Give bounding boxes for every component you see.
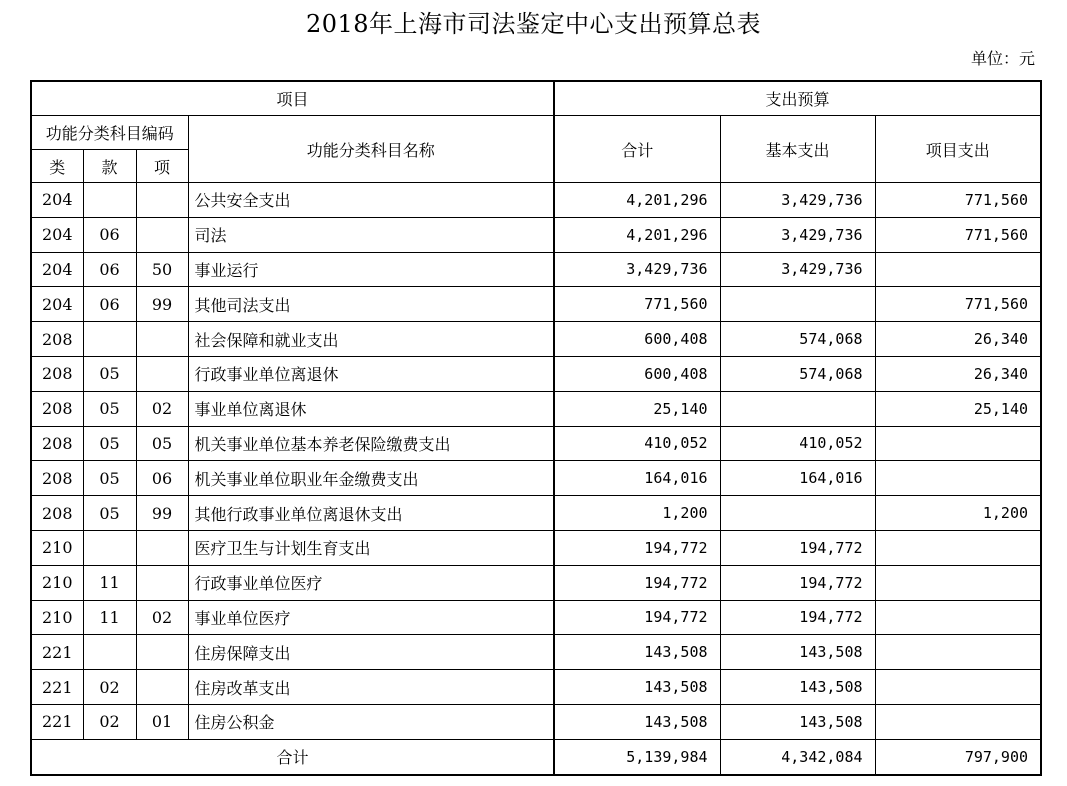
total-label: 合计 xyxy=(31,739,554,775)
cell-total: 3,429,736 xyxy=(554,252,720,287)
cell-basic: 3,429,736 xyxy=(720,217,875,252)
cell-lei: 208 xyxy=(31,461,83,496)
table-row xyxy=(31,670,1041,705)
cell-xiang xyxy=(136,565,188,600)
cell-lei: 204 xyxy=(31,287,83,322)
cell-name: 住房改革支出 xyxy=(188,670,554,705)
cell-name: 机关事业单位职业年金缴费支出 xyxy=(188,461,554,496)
cell-xiang: 05 xyxy=(136,426,188,461)
cell-kuan: 05 xyxy=(83,426,136,461)
total-row xyxy=(31,739,1041,775)
table-row xyxy=(31,217,1041,252)
cell-kuan xyxy=(83,183,136,218)
cell-total: 4,201,296 xyxy=(554,217,720,252)
cell-lei: 210 xyxy=(31,600,83,635)
total-basic: 4,342,084 xyxy=(720,739,875,775)
table-row xyxy=(31,496,1041,531)
cell-total: 4,201,296 xyxy=(554,183,720,218)
cell-total: 143,508 xyxy=(554,704,720,739)
cell-xiang: 99 xyxy=(136,287,188,322)
cell-project xyxy=(875,670,1041,705)
cell-total: 600,408 xyxy=(554,322,720,357)
cell-xiang: 02 xyxy=(136,391,188,426)
cell-project: 771,560 xyxy=(875,287,1041,322)
budget-table xyxy=(30,80,1042,776)
cell-project xyxy=(875,600,1041,635)
header-basic: 基本支出 xyxy=(720,116,875,183)
cell-kuan: 11 xyxy=(83,600,136,635)
cell-kuan: 05 xyxy=(83,356,136,391)
cell-basic xyxy=(720,287,875,322)
cell-project xyxy=(875,461,1041,496)
cell-total: 25,140 xyxy=(554,391,720,426)
cell-project: 26,340 xyxy=(875,356,1041,391)
cell-total: 143,508 xyxy=(554,670,720,705)
cell-basic: 164,016 xyxy=(720,461,875,496)
cell-kuan: 06 xyxy=(83,217,136,252)
cell-project: 25,140 xyxy=(875,391,1041,426)
cell-xiang xyxy=(136,356,188,391)
cell-kuan xyxy=(83,530,136,565)
cell-project: 26,340 xyxy=(875,322,1041,357)
table-row xyxy=(31,356,1041,391)
cell-basic: 143,508 xyxy=(720,635,875,670)
table-row xyxy=(31,704,1041,739)
cell-total: 1,200 xyxy=(554,496,720,531)
header-project: 项目支出 xyxy=(875,116,1041,183)
header-code-group: 功能分类科目编码 xyxy=(31,116,188,150)
cell-name: 住房保障支出 xyxy=(188,635,554,670)
cell-project: 771,560 xyxy=(875,217,1041,252)
cell-name: 机关事业单位基本养老保险缴费支出 xyxy=(188,426,554,461)
cell-kuan: 02 xyxy=(83,670,136,705)
header-row-1 xyxy=(31,81,1041,116)
cell-project xyxy=(875,426,1041,461)
table-row xyxy=(31,530,1041,565)
cell-kuan: 11 xyxy=(83,565,136,600)
cell-name: 司法 xyxy=(188,217,554,252)
cell-total: 771,560 xyxy=(554,287,720,322)
cell-project xyxy=(875,704,1041,739)
cell-basic: 143,508 xyxy=(720,670,875,705)
cell-lei: 210 xyxy=(31,530,83,565)
cell-kuan xyxy=(83,635,136,670)
cell-name: 其他司法支出 xyxy=(188,287,554,322)
cell-name: 行政事业单位医疗 xyxy=(188,565,554,600)
cell-kuan: 05 xyxy=(83,391,136,426)
cell-basic: 410,052 xyxy=(720,426,875,461)
cell-project xyxy=(875,252,1041,287)
cell-lei: 210 xyxy=(31,565,83,600)
header-row-2 xyxy=(31,116,1041,150)
cell-lei: 221 xyxy=(31,704,83,739)
cell-xiang: 06 xyxy=(136,461,188,496)
cell-kuan: 06 xyxy=(83,287,136,322)
unit-label: 单位：元 xyxy=(970,49,1035,68)
cell-xiang: 01 xyxy=(136,704,188,739)
cell-name: 社会保障和就业支出 xyxy=(188,322,554,357)
table-row xyxy=(31,600,1041,635)
cell-xiang xyxy=(136,635,188,670)
cell-basic: 194,772 xyxy=(720,600,875,635)
table-row xyxy=(31,635,1041,670)
cell-xiang: 02 xyxy=(136,600,188,635)
header-xiang: 项 xyxy=(136,150,188,183)
cell-basic: 194,772 xyxy=(720,565,875,600)
cell-basic xyxy=(720,496,875,531)
cell-kuan: 02 xyxy=(83,704,136,739)
table-row xyxy=(31,183,1041,218)
cell-basic: 194,772 xyxy=(720,530,875,565)
table-body xyxy=(31,183,1041,740)
cell-name: 其他行政事业单位离退休支出 xyxy=(188,496,554,531)
cell-total: 410,052 xyxy=(554,426,720,461)
header-budget: 支出预算 xyxy=(554,81,1041,116)
cell-total: 164,016 xyxy=(554,461,720,496)
cell-name: 事业单位离退休 xyxy=(188,391,554,426)
cell-lei: 208 xyxy=(31,426,83,461)
cell-name: 行政事业单位离退休 xyxy=(188,356,554,391)
cell-name: 事业运行 xyxy=(188,252,554,287)
cell-kuan xyxy=(83,322,136,357)
cell-basic: 3,429,736 xyxy=(720,252,875,287)
cell-name: 事业单位医疗 xyxy=(188,600,554,635)
table-row xyxy=(31,426,1041,461)
cell-xiang: 99 xyxy=(136,496,188,531)
cell-total: 194,772 xyxy=(554,565,720,600)
cell-xiang xyxy=(136,183,188,218)
cell-basic: 574,068 xyxy=(720,322,875,357)
cell-lei: 204 xyxy=(31,252,83,287)
cell-basic xyxy=(720,391,875,426)
cell-total: 600,408 xyxy=(554,356,720,391)
cell-lei: 204 xyxy=(31,183,83,218)
cell-lei: 208 xyxy=(31,322,83,357)
table-row xyxy=(31,322,1041,357)
cell-total: 194,772 xyxy=(554,600,720,635)
cell-kuan: 05 xyxy=(83,461,136,496)
header-lei: 类 xyxy=(31,150,83,183)
cell-basic: 574,068 xyxy=(720,356,875,391)
table-row xyxy=(31,391,1041,426)
cell-project: 771,560 xyxy=(875,183,1041,218)
cell-lei: 221 xyxy=(31,635,83,670)
cell-xiang: 50 xyxy=(136,252,188,287)
cell-lei: 208 xyxy=(31,356,83,391)
header-total: 合计 xyxy=(554,116,720,183)
cell-basic: 3,429,736 xyxy=(720,183,875,218)
page-title: 2018年上海市司法鉴定中心支出预算总表 xyxy=(305,10,762,38)
cell-basic: 143,508 xyxy=(720,704,875,739)
header-item: 项目 xyxy=(31,81,554,116)
cell-lei: 208 xyxy=(31,391,83,426)
cell-lei: 221 xyxy=(31,670,83,705)
cell-kuan: 05 xyxy=(83,496,136,531)
table-row xyxy=(31,565,1041,600)
cell-total: 143,508 xyxy=(554,635,720,670)
table-row xyxy=(31,287,1041,322)
header-kuan: 款 xyxy=(83,150,136,183)
cell-project xyxy=(875,635,1041,670)
cell-xiang xyxy=(136,322,188,357)
cell-project xyxy=(875,530,1041,565)
cell-project: 1,200 xyxy=(875,496,1041,531)
cell-xiang xyxy=(136,217,188,252)
cell-total: 194,772 xyxy=(554,530,720,565)
cell-name: 医疗卫生与计划生育支出 xyxy=(188,530,554,565)
total-sum: 5,139,984 xyxy=(554,739,720,775)
cell-xiang xyxy=(136,530,188,565)
cell-name: 住房公积金 xyxy=(188,704,554,739)
table-row xyxy=(31,252,1041,287)
cell-lei: 204 xyxy=(31,217,83,252)
cell-xiang xyxy=(136,670,188,705)
cell-lei: 208 xyxy=(31,496,83,531)
header-name: 功能分类科目名称 xyxy=(188,116,554,183)
cell-name: 公共安全支出 xyxy=(188,183,554,218)
cell-project xyxy=(875,565,1041,600)
table-row xyxy=(31,461,1041,496)
total-project: 797,900 xyxy=(875,739,1041,775)
cell-kuan: 06 xyxy=(83,252,136,287)
